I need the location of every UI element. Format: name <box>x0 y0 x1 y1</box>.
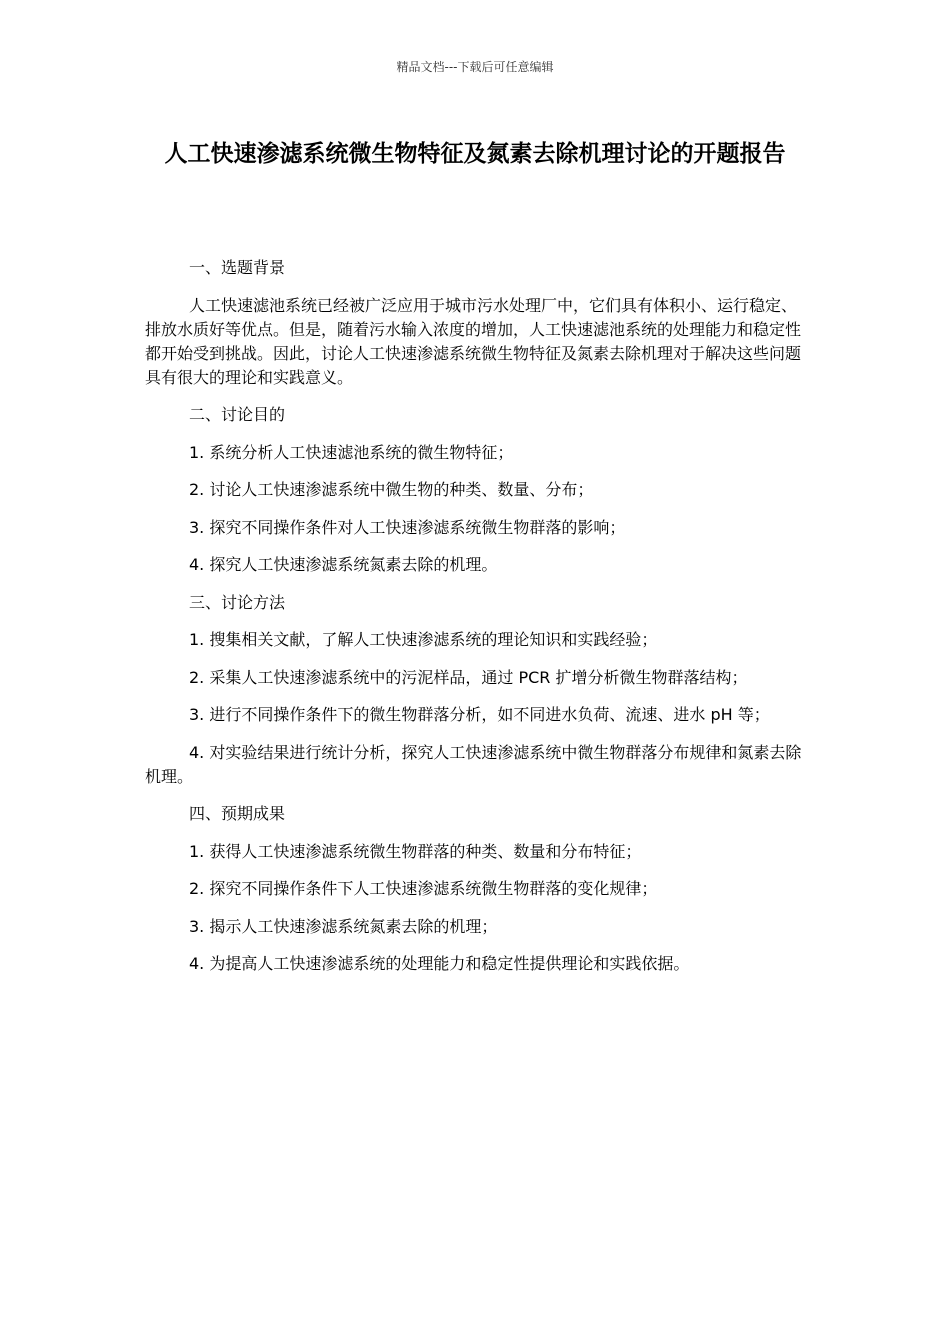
expected-result-item: 2. 探究不同操作条件下人工快速渗滤系统微生物群落的变化规律； <box>189 879 658 898</box>
expected-result-item: 1. 获得人工快速渗滤系统微生物群落的种类、数量和分布特征； <box>189 841 642 861</box>
background-paragraph: 人工快速滤池系统已经被广泛应用于城市污水处理厂中，它们具有体积小、运行稳定、排放水质好等优点。但是，随着污水输入浓度的增加，人工快速滤池系统的处理能力和稳定性都开始受到挑战。因此，讨论人工快速渗滤系统微生物特征及氮素去除机理对于解决这些问题具有很大的理论和实践意义。 <box>145 295 802 387</box>
method-item: 3. 进行不同操作条件下的微生物群落分析，如不同进水负荷、流速、进水 pH 等； <box>189 705 770 724</box>
method-item: 1. 搜集相关文献，了解人工快速渗滤系统的理论知识和实践经验； <box>189 630 658 649</box>
method-item: 4. 对实验结果进行统计分析，探究人工快速渗滤系统中微生物群落分布规律和氮素去除机理。 <box>145 742 802 786</box>
section-heading-methods: 三、讨论方法 <box>189 592 286 612</box>
section-heading-background: 一、选题背景 <box>189 258 286 277</box>
expected-result-item: 4. 为提高人工快速渗滤系统的处理能力和稳定性提供理论和实践依据。 <box>189 954 690 973</box>
page-header-note: 精品文档---下载后可任意编辑 <box>396 60 554 74</box>
section-heading-expected-results: 四、预期成果 <box>189 804 286 823</box>
objective-item: 4. 探究人工快速渗滤系统氮素去除的机理。 <box>189 555 498 574</box>
objective-item: 2. 讨论人工快速渗滤系统中微生物的种类、数量、分布； <box>189 480 594 499</box>
section-heading-objectives: 二、讨论目的 <box>189 405 286 424</box>
objective-item: 1. 系统分析人工快速滤池系统的微生物特征； <box>189 442 514 462</box>
expected-result-item: 3. 揭示人工快速渗滤系统氮素去除的机理； <box>189 916 498 936</box>
document-title: 人工快速渗滤系统微生物特征及氮素去除机理讨论的开题报告 <box>164 141 786 167</box>
objective-item: 3. 探究不同操作条件对人工快速渗滤系统微生物群落的影响； <box>189 517 626 537</box>
method-item: 2. 采集人工快速渗滤系统中的污泥样品，通过 PCR 扩增分析微生物群落结构； <box>189 667 748 687</box>
document-body <box>145 256 810 990</box>
